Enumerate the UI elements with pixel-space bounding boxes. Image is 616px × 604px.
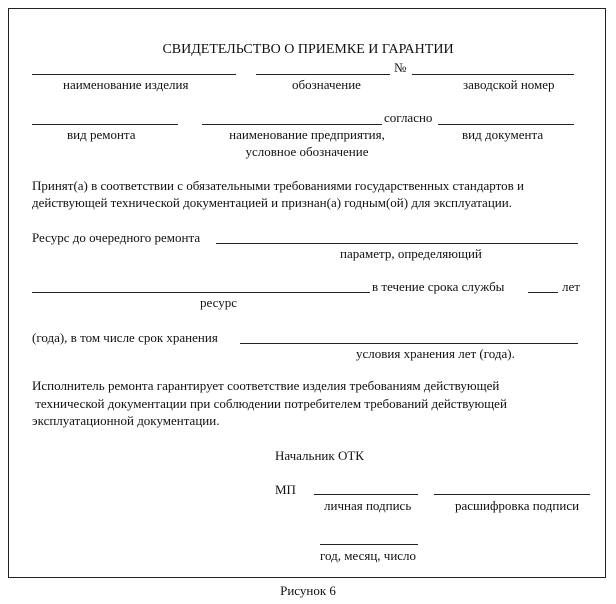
resource-value-line bbox=[32, 292, 370, 293]
label-enterprise-line1: наименование предприятия, bbox=[229, 127, 385, 142]
label-parameter: параметр, определяющий bbox=[340, 246, 482, 261]
figure-caption: Рисунок 6 bbox=[280, 583, 336, 598]
service-life-text: в течение срока службы bbox=[372, 279, 505, 294]
service-life-years-line bbox=[528, 292, 558, 293]
form-title: СВИДЕТЕЛЬСТВО О ПРИЕМКЕ И ГАРАНТИИ bbox=[162, 42, 454, 57]
signature-decoding-line bbox=[434, 494, 590, 495]
date-line bbox=[320, 544, 418, 545]
label-personal-signature: личная подпись bbox=[324, 498, 412, 513]
label-resource: ресурс bbox=[200, 295, 237, 310]
label-serial-number: заводской номер bbox=[463, 77, 555, 92]
label-repair-type: вид ремонта bbox=[67, 127, 136, 142]
serial-number-line bbox=[412, 74, 574, 75]
label-document-type: вид документа bbox=[462, 127, 544, 142]
label-storage-conditions: условия хранения лет (года). bbox=[356, 346, 515, 361]
resource-prefix: Ресурс до очередного ремонта bbox=[32, 230, 201, 245]
label-signature-decoding: расшифровка подписи bbox=[455, 498, 580, 513]
resource-parameter-line bbox=[216, 243, 578, 244]
label-enterprise-line2: условное обозначение bbox=[245, 144, 369, 159]
stamp-mp: МП bbox=[275, 482, 296, 497]
form-frame bbox=[8, 8, 606, 578]
storage-prefix: (года), в том числе срок хранения bbox=[32, 330, 218, 345]
product-name-line bbox=[32, 74, 236, 75]
years-text: лет bbox=[562, 279, 580, 294]
document-type-line bbox=[438, 124, 574, 125]
storage-conditions-line bbox=[240, 343, 578, 344]
number-sign: № bbox=[394, 60, 407, 75]
personal-signature-line bbox=[314, 494, 418, 495]
designation-line bbox=[256, 74, 390, 75]
head-otk: Начальник ОТК bbox=[275, 448, 364, 463]
label-designation: обозначение bbox=[292, 77, 361, 92]
guarantee-line1: Исполнитель ремонта гарантирует соответствие изделия требованиям действующей bbox=[32, 378, 500, 393]
according-to-text: согласно bbox=[384, 110, 433, 125]
acceptance-line1: Принят(а) в соответствии с обязательными требованиями государственных стандартов и bbox=[32, 178, 524, 193]
repair-type-line bbox=[32, 124, 178, 125]
label-product-name: наименование изделия bbox=[63, 77, 189, 92]
label-date: год, месяц, число bbox=[320, 548, 417, 563]
enterprise-line bbox=[202, 124, 382, 125]
guarantee-line3: эксплуатационной документации. bbox=[32, 413, 220, 428]
acceptance-line2: действующей технической документацией и признан(а) годным(ой) для эксплуатации. bbox=[32, 195, 512, 210]
guarantee-line2: технической документации при соблюдении потребителем требований действующей bbox=[32, 396, 507, 411]
